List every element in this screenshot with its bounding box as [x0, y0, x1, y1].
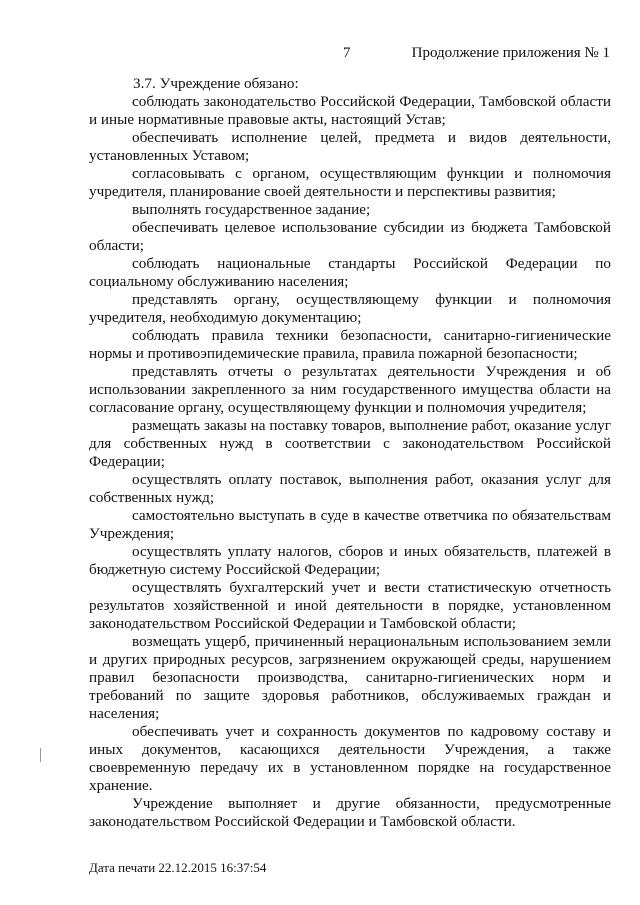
obligation-item: выполнять государственное задание; — [132, 201, 371, 218]
obligation-item: соблюдать национальные стандарты Российской Федерации по социальному обслуживанию населения; — [89, 255, 611, 290]
closing-paragraph: Учреждение выполняет и другие обязанности, предусмотренные законодательством Российской Федерации и Тамбовской области. — [89, 795, 611, 830]
obligation-item: соблюдать законодательство Российской Федерации, Тамбовской области и иные нормативные правовые акты, настоящий Устав; — [89, 93, 611, 128]
obligation-item: осуществлять уплату налогов, сборов и иных обязательств, платежей в бюджетную систему Российской Федерации; — [89, 543, 611, 578]
section-title: 3.7. Учреждение обязано: — [133, 75, 299, 92]
obligation-item: обеспечивать целевое использование субсидии из бюджета Тамбовской области; — [89, 219, 611, 254]
obligation-item: представлять органу, осуществляющему функции и полномочия учредителя, необходимую документацию; — [89, 291, 611, 326]
obligation-item: представлять отчеты о результатах деятельности Учреждения и об использовании закрепленного за ним государственного имущества области на согласование органу, осуществляющему функции и полномочия учредителя; — [89, 363, 611, 416]
margin-mark — [40, 748, 41, 762]
obligation-item: соблюдать правила техники безопасности, санитарно-гигиенические нормы и противоэпидемические правила, правила пожарной безопасности; — [89, 327, 611, 362]
document-body — [89, 75, 611, 831]
page-number: 7 — [343, 45, 351, 61]
appendix-continuation-label: Продолжение приложения № 1 — [411, 45, 610, 61]
obligation-item: согласовывать с органом, осуществляющим функции и полномочия учредителя, планирование своей деятельности и перспективы развития; — [89, 165, 611, 200]
obligation-item: осуществлять оплату поставок, выполнения работ, оказания услуг для собственных нужд; — [89, 471, 611, 506]
obligation-item: самостоятельно выступать в суде в качестве ответчика по обязательствам Учреждения; — [89, 507, 611, 542]
print-date: Дата печати 22.12.2015 16:37:54 — [89, 860, 267, 875]
obligation-item: обеспечивать исполнение целей, предмета и видов деятельности, установленных Уставом; — [89, 129, 611, 164]
obligation-item: осуществлять бухгалтерский учет и вести статистическую отчетность результатов хозяйственной и иной деятельности в порядке, установленном законодательством Российской Федерации и Тамбовской области; — [89, 579, 611, 632]
obligation-item: обеспечивать учет и сохранность документов по кадровому составу и иных документов, касающихся деятельности Учреждения, а также своевременную передачу их в установленном порядке на государственное хранение. — [89, 723, 611, 794]
obligation-item: возмещать ущерб, причиненный нерациональным использованием земли и других природных ресурсов, загрязнением окружающей среды, нарушением правил безопасности производства, санитарно-гигиенических норм и требований по защите здоровья работников, обслуживаемых граждан и населения; — [89, 633, 611, 722]
obligation-item: размещать заказы на поставку товаров, выполнение работ, оказание услуг для собственных нужд в соответствии с законодательством Российской Федерации; — [89, 417, 611, 470]
